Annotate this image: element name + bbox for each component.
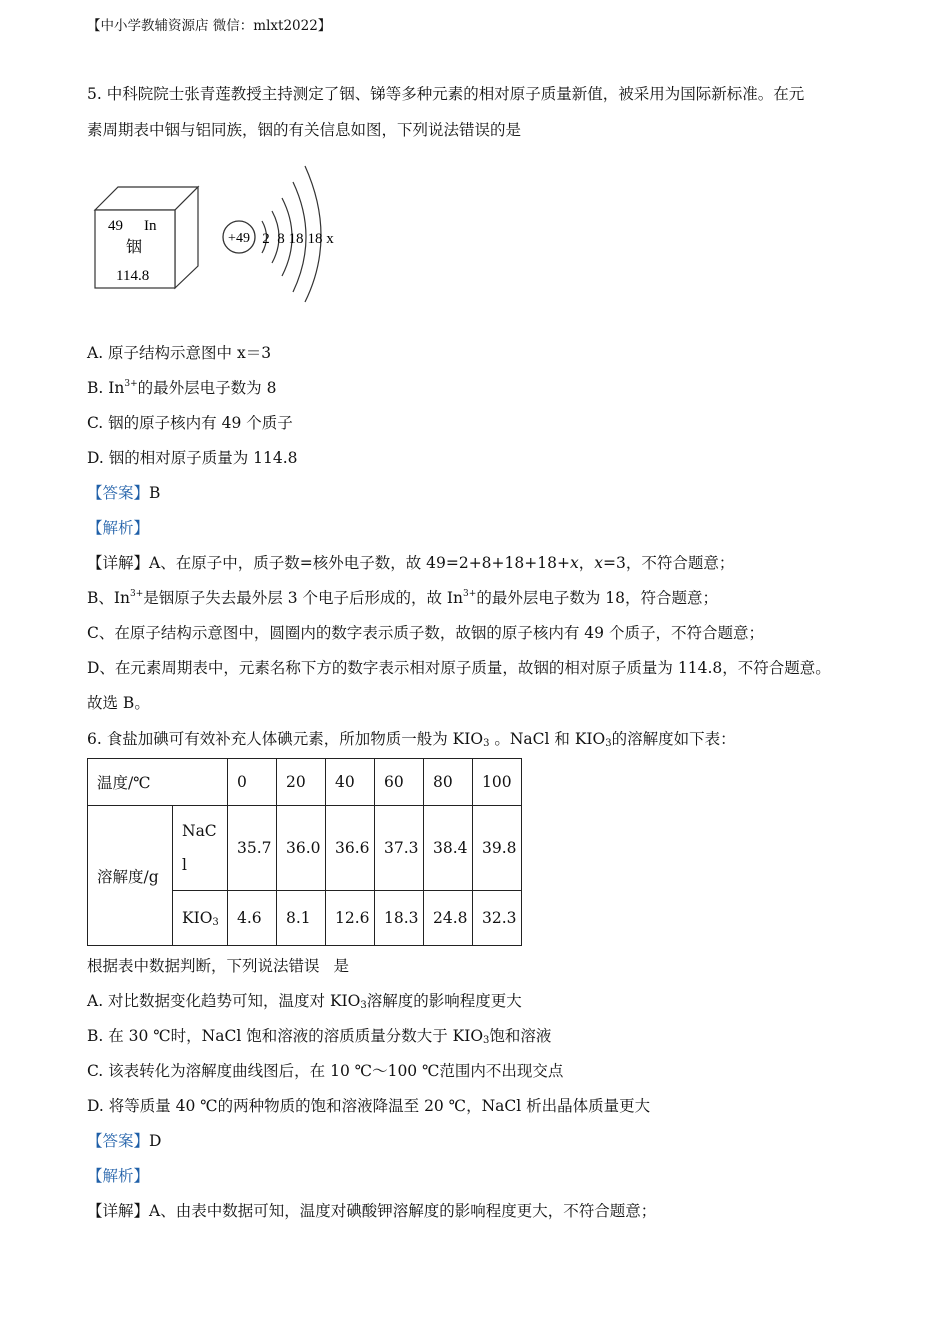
q5-conclusion: 故选 B。	[87, 694, 150, 712]
page-header: 【中小学教辅资源店 微信：mlxt2022】	[87, 18, 332, 34]
nacl-value-cell: 39.8	[473, 806, 522, 891]
q6-option-b: B. 在 30 ℃时，NaCl 饱和溶液的溶质质量分数大于 $KIO_3$饱和溶液	[87, 1027, 552, 1046]
element-card	[95, 187, 198, 288]
q5-detail-d: D、在元素周期表中，元素名称下方的数字表示相对原子质量，故铟的相对原子质量为 114.8，不符合题意。	[87, 659, 831, 677]
temp-label-cell: 温度/℃	[88, 759, 228, 806]
table-row	[88, 759, 522, 806]
q5-option-a: A. 原子结构示意图中 x＝3	[87, 344, 272, 362]
solubility-label-cell: 溶解度/g	[88, 806, 173, 946]
q5-detail-c: C、在原子结构示意图中，圆圈内的数字表示质子数，故铟的原子核内有 49 个质子，不符合题意；	[87, 624, 764, 642]
nacl-value-cell: 35.7	[228, 806, 277, 891]
temp-cell: 60	[375, 759, 424, 806]
q5-option-c: C. 铟的原子核内有 49 个质子	[87, 414, 293, 432]
nacl-value-cell: 36.6	[326, 806, 375, 891]
atomic-number: 49	[108, 218, 123, 234]
solubility-table	[87, 758, 522, 946]
q6-judge: 根据表中数据判断，下列说法错误 是	[87, 957, 350, 975]
kio3-value-cell: 8.1	[277, 891, 326, 946]
nacl-value-cell: 38.4	[424, 806, 473, 891]
nacl-label-cell: NaC l	[173, 806, 228, 891]
nacl-value-cell: 36.0	[277, 806, 326, 891]
q5-analysis-tag: 【解析】	[87, 519, 150, 537]
temp-cell: 40	[326, 759, 375, 806]
q6-option-a: A. 对比数据变化趋势可知，温度对 $KIO_3$溶解度的影响程度更大	[87, 992, 522, 1011]
kio3-value-cell: 24.8	[424, 891, 473, 946]
element-name: 铟	[126, 237, 143, 256]
kio3-value-cell: 18.3	[375, 891, 424, 946]
q5-answer: 【答案】B	[87, 484, 161, 502]
element-symbol: In	[144, 218, 157, 234]
q6-option-c: C. 该表转化为溶解度曲线图后，在 10 ℃～100 ℃范围内不出现交点	[87, 1062, 564, 1080]
shell-count-4: 18	[307, 231, 323, 247]
q6-analysis-tag: 【解析】	[87, 1167, 150, 1185]
q5-option-d: D. 铟的相对原子质量为 114.8	[87, 449, 298, 467]
temp-cell: 80	[424, 759, 473, 806]
nucleus-charge: +49	[228, 231, 250, 246]
q5-stem-line-1: 5. 中科院院士张青莲教授主持测定了铟、锑等多种元素的相对原子质量新值，被采用为国际新标准。在元	[87, 85, 805, 103]
indium-diagram	[88, 158, 348, 306]
kio3-value-cell: 4.6	[228, 891, 277, 946]
q6-stem: 6. 食盐加碘可有效补充人体碘元素，所加物质一般为 $KIO_3$ 。NaCl 和 $KIO_3$的溶解度如下表：	[87, 730, 736, 749]
temp-cell: 20	[277, 759, 326, 806]
atomic-mass: 114.8	[116, 268, 150, 284]
shell-count-1: 2	[262, 231, 270, 247]
shell-count-3: 18	[288, 231, 304, 247]
q6-answer: 【答案】D	[87, 1132, 162, 1150]
table-row	[88, 806, 522, 891]
kio3-value-cell: 12.6	[326, 891, 375, 946]
shell-count-2: 8	[277, 231, 285, 247]
temp-cell: 100	[473, 759, 522, 806]
q6-option-d: D. 将等质量 40 ℃的两种物质的饱和溶液降温至 20 ℃，NaCl 析出晶体质量更大	[87, 1097, 651, 1115]
q5-detail-b: B、$In^{3+}$是铟原子失去最外层 3 个电子后形成的，故 $In^{3+}$的最外层电子数为 18，符合题意；	[87, 589, 718, 607]
kio3-label-cell: $KIO_3$	[173, 891, 228, 946]
kio3-value-cell: 32.3	[473, 891, 522, 946]
q5-option-b: B. $In^{3+}$的最外层电子数为 8	[87, 379, 277, 397]
atomic-structure	[223, 166, 334, 302]
temp-cell: 0	[228, 759, 277, 806]
shell-count-5: x	[326, 231, 334, 247]
q5-detail-a: 【详解】A、在原子中，质子数=核外电子数，故 49=2+8+18+18+x，x=3，不符合题意；	[87, 554, 735, 572]
q6-detail-a: 【详解】A、由表中数据可知，温度对碘酸钾溶解度的影响程度更大，不符合题意；	[87, 1202, 657, 1220]
q5-stem-line-2: 素周期表中铟与铝同族，铟的有关信息如图，下列说法错误的是	[87, 121, 522, 139]
nacl-value-cell: 37.3	[375, 806, 424, 891]
